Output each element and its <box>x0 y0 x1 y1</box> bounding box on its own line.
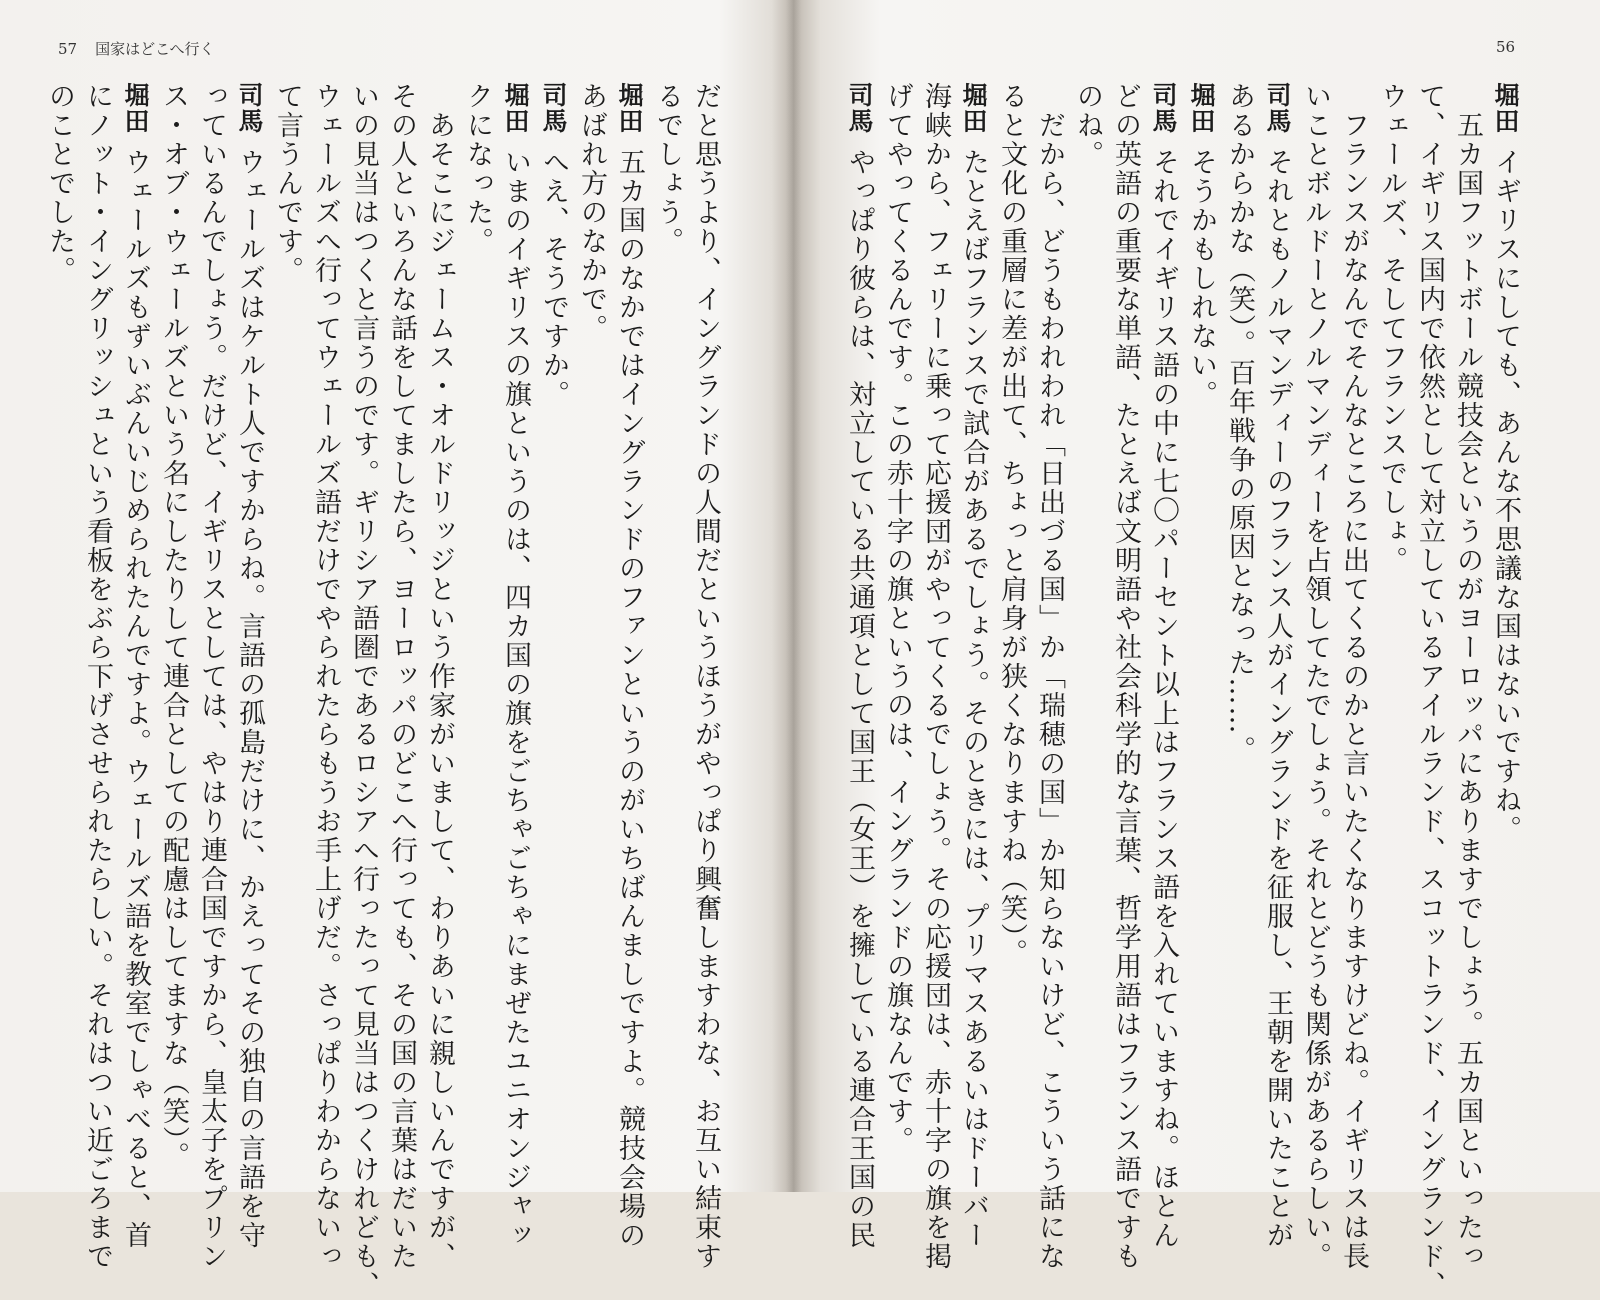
line-text: て、イギリス国内で依然として対立しているアイルランド、スコットランド、イングランド、 <box>1414 82 1445 1300</box>
text-line <box>1182 82 1220 1132</box>
text-line <box>648 82 686 1132</box>
text-line <box>1106 82 1144 1271</box>
line-text: ス・オブ・ウェールズという名にしたりして連合としての配慮はしてますな（笑）。 <box>158 82 189 1171</box>
line-text: ウェールズ、そしてフランスでしょ。 <box>1376 82 1407 575</box>
line-text: イギリスにしても、あんな不思議な国はないですね。 <box>1490 148 1521 844</box>
text-line <box>878 82 916 1155</box>
text-line <box>192 82 230 1271</box>
page-number-right: 56 <box>1496 38 1516 56</box>
running-title: 国家はどこへ行く <box>95 40 215 58</box>
left-text-block <box>44 82 724 1300</box>
line-text: あそこにジェームス・オルドリッジという作家がいまして、わりあいに親しいんですが、 <box>424 82 455 1271</box>
line-text: て言うんです。 <box>272 82 303 285</box>
text-line <box>1410 82 1448 1300</box>
right-text-block <box>844 82 1524 1300</box>
line-text: あるからかな（笑）。百年戦争の原因となった……。 <box>1224 82 1255 765</box>
running-head-left <box>58 38 215 59</box>
line-text: あばれ方のなかで。 <box>576 82 607 343</box>
line-text: それでイギリス語の中に七〇パーセント以上はフランス語を入れていますね。ほとん <box>1148 148 1179 1250</box>
text-line <box>1220 82 1258 1132</box>
line-text: クになった。 <box>462 82 493 256</box>
text-line <box>420 82 458 1271</box>
text-line <box>954 82 992 1250</box>
line-text: いの見当はつくと言うのです。ギリシア語圏であるロシアへ行ったって見当はつくけれども、 <box>348 82 379 1300</box>
line-text: ウェールズもずいぶんいじめられたんですよ。ウェールズ語を教室でしゃべると、首 <box>120 148 151 1250</box>
line-text: フランスがなんでそんなところに出てくるのかと言いたくなりますけどね。イギリスは長 <box>1338 82 1369 1271</box>
line-text: たとえばフランスで試合があるでしょう。そのときには、プリマスあるいはドーバー <box>958 148 989 1250</box>
speaker-name: 司馬 <box>845 82 874 134</box>
text-line <box>610 82 648 1250</box>
text-line <box>40 82 78 1132</box>
text-line <box>1296 82 1334 1271</box>
text-line <box>1448 82 1486 1271</box>
speaker-name: 司馬 <box>539 82 568 134</box>
text-line <box>1068 82 1106 1132</box>
line-text: やっぱり彼らは、対立している共通項として国王（女王）を擁している連合王国の民 <box>844 148 875 1250</box>
text-line <box>1144 82 1182 1250</box>
line-text: ウェールズはケルト人ですからね。言語の孤島だけに、かえってその独自の言語を守 <box>234 148 265 1250</box>
speaker-name: 堀田 <box>121 82 150 134</box>
line-text: それともノルマンディーのフランス人がイングランドを征服し、王朝を開いたことが <box>1262 148 1293 1250</box>
line-text: 五カ国フットボール競技会というのがヨーロッパにありますでしょう。五カ国といったっ <box>1452 82 1483 1271</box>
text-line <box>496 82 534 1250</box>
text-line <box>382 82 420 1271</box>
line-text: その人といろんな話をしてましたら、ヨーロッパのどこへ行っても、その国の言葉はだいた <box>386 82 417 1271</box>
line-text: のことでした。 <box>44 82 75 285</box>
line-text: そうかもしれない。 <box>1186 148 1217 409</box>
line-text: いまのイギリスの旗というのは、四カ国の旗をごちゃごちゃにまぜたユニオンジャッ <box>500 148 531 1250</box>
text-line <box>992 82 1030 1132</box>
speaker-name: 司馬 <box>1263 82 1292 134</box>
line-text: げてやってくるんです。この赤十字の旗というのは、イングランドの旗なんです。 <box>882 82 913 1155</box>
line-text: にノット・イングリッシュという看板をぶら下げさせられたらしい。それはつい近ごろまで <box>82 82 113 1271</box>
line-text: のね。 <box>1072 82 1103 169</box>
line-text: どの英語の重要な単語、たとえば文明語や社会科学的な言葉、哲学用語はフランス語ですも <box>1110 82 1141 1271</box>
text-line <box>344 82 382 1300</box>
page-number-left: 57 <box>58 40 78 58</box>
text-line <box>78 82 116 1271</box>
text-line <box>306 82 344 1271</box>
line-text: だと思うより、イングランドの人間だというほうがやっぱり興奮しますわな、お互い結束す <box>690 82 721 1271</box>
line-text: 海峡から、フェリーに乗って応援団がやってくるでしょう。その応援団は、赤十字の旗を掲 <box>920 82 951 1271</box>
line-text: っているんでしょう。だけど、イギリスとしては、やはり連合国ですから、皇太子をプリン <box>196 82 227 1271</box>
text-line <box>686 82 724 1271</box>
line-text: だから、どうもわれわれ「日出づる国」か「瑞穂の国」か知らないけど、こういう話にな <box>1034 82 1065 1271</box>
text-line <box>1486 82 1524 1132</box>
line-text: へえ、そうですか。 <box>538 148 569 409</box>
text-line <box>268 82 306 1132</box>
line-text: ウェールズへ行ってウェールズ語だけでやられたらもうお手上げだ。さっぱりわからないっ <box>310 82 341 1271</box>
text-line <box>916 82 954 1271</box>
line-text: いことボルドーとノルマンディーを占領してたでしょう。それとどうも関係があるらしい。 <box>1300 82 1331 1271</box>
speaker-name: 堀田 <box>1187 82 1216 134</box>
text-line <box>116 82 154 1250</box>
line-text: るでしょう。 <box>652 82 683 256</box>
speaker-name: 堀田 <box>501 82 530 134</box>
speaker-name: 司馬 <box>1149 82 1178 134</box>
text-line <box>154 82 192 1171</box>
text-line <box>840 82 878 1250</box>
text-line <box>1258 82 1296 1250</box>
text-line <box>572 82 610 1132</box>
speaker-name: 堀田 <box>1491 82 1520 134</box>
text-line <box>1030 82 1068 1271</box>
line-text: 五カ国のなかではイングランドのファンというのがいちばんましですよ。競技会場の <box>614 148 645 1250</box>
text-line <box>458 82 496 1132</box>
speaker-name: 堀田 <box>615 82 644 134</box>
text-line <box>1334 82 1372 1271</box>
speaker-name: 堀田 <box>959 82 988 134</box>
text-line <box>534 82 572 1132</box>
speaker-name: 司馬 <box>235 82 264 134</box>
text-line <box>230 82 268 1250</box>
text-line <box>1372 82 1410 1132</box>
line-text: ると文化の重層に差が出て、ちょっと肩身が狭くなりますね（笑）。 <box>996 82 1027 968</box>
